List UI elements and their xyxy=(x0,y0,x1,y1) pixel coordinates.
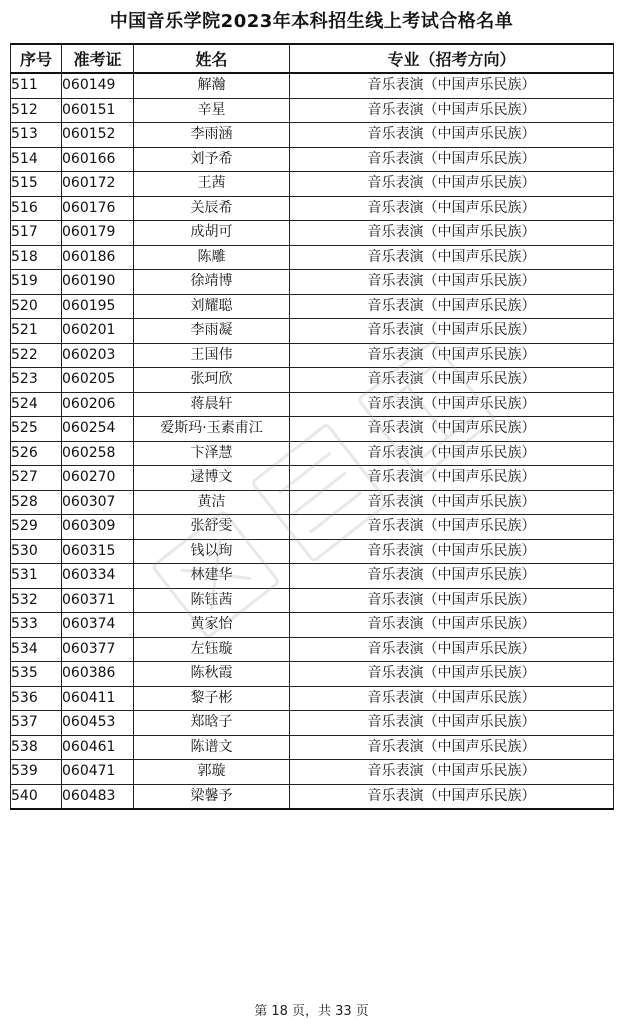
cell-major: 音乐表演（中国声乐民族） xyxy=(290,196,614,221)
table-body xyxy=(11,73,614,809)
table-row xyxy=(11,466,614,491)
cell-major: 音乐表演（中国声乐民族） xyxy=(290,221,614,246)
cell-major: 音乐表演（中国声乐民族） xyxy=(290,539,614,564)
cell-name: 解瀚 xyxy=(134,73,290,98)
cell-major: 音乐表演（中国声乐民族） xyxy=(290,735,614,760)
cell-exam-no: 060386 xyxy=(62,662,134,687)
page-footer: 第 18 页，共 33 页 xyxy=(254,1004,369,1019)
table-row xyxy=(11,613,614,638)
cell-exam-no: 060203 xyxy=(62,343,134,368)
table-row xyxy=(11,392,614,417)
cell-seq: 511 xyxy=(11,73,62,98)
cell-major: 音乐表演（中国声乐民族） xyxy=(290,662,614,687)
table-row xyxy=(11,123,614,148)
table-row xyxy=(11,172,614,197)
table-row xyxy=(11,270,614,295)
cell-major: 音乐表演（中国声乐民族） xyxy=(290,319,614,344)
cell-exam-no: 060483 xyxy=(62,784,134,809)
table-row xyxy=(11,221,614,246)
header-name: 姓名 xyxy=(134,44,290,73)
cell-major: 音乐表演（中国声乐民族） xyxy=(290,73,614,98)
cell-major: 音乐表演（中国声乐民族） xyxy=(290,637,614,662)
cell-seq: 514 xyxy=(11,147,62,172)
table-row xyxy=(11,760,614,785)
cell-name: 刘耀聪 xyxy=(134,294,290,319)
cell-seq: 530 xyxy=(11,539,62,564)
cell-seq: 534 xyxy=(11,637,62,662)
cell-exam-no: 060371 xyxy=(62,588,134,613)
cell-seq: 512 xyxy=(11,98,62,123)
cell-seq: 522 xyxy=(11,343,62,368)
cell-major: 音乐表演（中国声乐民族） xyxy=(290,294,614,319)
cell-name: 陈谱文 xyxy=(134,735,290,760)
cell-exam-no: 060374 xyxy=(62,613,134,638)
cell-seq: 521 xyxy=(11,319,62,344)
cell-exam-no: 060186 xyxy=(62,245,134,270)
table-row xyxy=(11,784,614,809)
cell-seq: 528 xyxy=(11,490,62,515)
cell-exam-no: 060258 xyxy=(62,441,134,466)
cell-exam-no: 060205 xyxy=(62,368,134,393)
cell-seq: 540 xyxy=(11,784,62,809)
table-row xyxy=(11,441,614,466)
table-row xyxy=(11,735,614,760)
cell-seq: 538 xyxy=(11,735,62,760)
cell-major: 音乐表演（中国声乐民族） xyxy=(290,686,614,711)
cell-name: 逯博文 xyxy=(134,466,290,491)
cell-seq: 531 xyxy=(11,564,62,589)
table-row xyxy=(11,588,614,613)
table-row xyxy=(11,686,614,711)
cell-seq: 524 xyxy=(11,392,62,417)
cell-exam-no: 060334 xyxy=(62,564,134,589)
cell-major: 音乐表演（中国声乐民族） xyxy=(290,588,614,613)
table-row xyxy=(11,711,614,736)
cell-major: 音乐表演（中国声乐民族） xyxy=(290,392,614,417)
cell-seq: 518 xyxy=(11,245,62,270)
cell-exam-no: 060151 xyxy=(62,98,134,123)
cell-seq: 537 xyxy=(11,711,62,736)
table-row xyxy=(11,245,614,270)
cell-name: 辛星 xyxy=(134,98,290,123)
cell-seq: 519 xyxy=(11,270,62,295)
cell-name: 王国伟 xyxy=(134,343,290,368)
cell-seq: 516 xyxy=(11,196,62,221)
cell-major: 音乐表演（中国声乐民族） xyxy=(290,490,614,515)
cell-exam-no: 060453 xyxy=(62,711,134,736)
cell-name: 左钰璇 xyxy=(134,637,290,662)
table-row xyxy=(11,294,614,319)
cell-major: 音乐表演（中国声乐民族） xyxy=(290,245,614,270)
cell-exam-no: 060461 xyxy=(62,735,134,760)
cell-exam-no: 060172 xyxy=(62,172,134,197)
cell-name: 爱斯玛·玉素甫江 xyxy=(134,417,290,442)
table-row xyxy=(11,662,614,687)
cell-name: 卞泽慧 xyxy=(134,441,290,466)
cell-name: 黄洁 xyxy=(134,490,290,515)
cell-name: 徐靖博 xyxy=(134,270,290,295)
header-seq: 序号 xyxy=(11,44,62,73)
cell-exam-no: 060309 xyxy=(62,515,134,540)
table-row xyxy=(11,564,614,589)
admission-results-table xyxy=(10,43,614,810)
cell-major: 音乐表演（中国声乐民族） xyxy=(290,417,614,442)
cell-major: 音乐表演（中国声乐民族） xyxy=(290,368,614,393)
cell-exam-no: 060166 xyxy=(62,147,134,172)
cell-name: 刘予希 xyxy=(134,147,290,172)
cell-major: 音乐表演（中国声乐民族） xyxy=(290,564,614,589)
cell-exam-no: 060179 xyxy=(62,221,134,246)
cell-name: 李雨涵 xyxy=(134,123,290,148)
cell-exam-no: 060152 xyxy=(62,123,134,148)
table-row xyxy=(11,73,614,98)
cell-seq: 515 xyxy=(11,172,62,197)
cell-exam-no: 060206 xyxy=(62,392,134,417)
cell-seq: 532 xyxy=(11,588,62,613)
cell-exam-no: 060377 xyxy=(62,637,134,662)
cell-exam-no: 060149 xyxy=(62,73,134,98)
cell-name: 黎子彬 xyxy=(134,686,290,711)
cell-major: 音乐表演（中国声乐民族） xyxy=(290,760,614,785)
table-row xyxy=(11,147,614,172)
cell-exam-no: 060307 xyxy=(62,490,134,515)
cell-seq: 513 xyxy=(11,123,62,148)
cell-name: 李雨凝 xyxy=(134,319,290,344)
cell-major: 音乐表演（中国声乐民族） xyxy=(290,123,614,148)
cell-major: 音乐表演（中国声乐民族） xyxy=(290,441,614,466)
cell-major: 音乐表演（中国声乐民族） xyxy=(290,466,614,491)
cell-seq: 535 xyxy=(11,662,62,687)
table-row xyxy=(11,319,614,344)
table-row xyxy=(11,539,614,564)
cell-name: 郭璇 xyxy=(134,760,290,785)
table-row xyxy=(11,196,614,221)
table-row xyxy=(11,417,614,442)
table-row xyxy=(11,98,614,123)
header-exam-no: 准考证 xyxy=(62,44,134,73)
cell-major: 音乐表演（中国声乐民族） xyxy=(290,343,614,368)
cell-major: 音乐表演（中国声乐民族） xyxy=(290,147,614,172)
cell-major: 音乐表演（中国声乐民族） xyxy=(290,784,614,809)
cell-exam-no: 060254 xyxy=(62,417,134,442)
cell-name: 关辰希 xyxy=(134,196,290,221)
cell-seq: 533 xyxy=(11,613,62,638)
cell-name: 王茜 xyxy=(134,172,290,197)
cell-major: 音乐表演（中国声乐民族） xyxy=(290,98,614,123)
cell-name: 钱以珣 xyxy=(134,539,290,564)
cell-exam-no: 060270 xyxy=(62,466,134,491)
cell-seq: 527 xyxy=(11,466,62,491)
cell-name: 梁馨予 xyxy=(134,784,290,809)
cell-seq: 525 xyxy=(11,417,62,442)
cell-major: 音乐表演（中国声乐民族） xyxy=(290,711,614,736)
cell-seq: 523 xyxy=(11,368,62,393)
cell-exam-no: 060411 xyxy=(62,686,134,711)
cell-exam-no: 060471 xyxy=(62,760,134,785)
cell-name: 蒋晨轩 xyxy=(134,392,290,417)
cell-name: 黄家怡 xyxy=(134,613,290,638)
cell-name: 林建华 xyxy=(134,564,290,589)
cell-major: 音乐表演（中国声乐民族） xyxy=(290,613,614,638)
cell-exam-no: 060201 xyxy=(62,319,134,344)
cell-exam-no: 060176 xyxy=(62,196,134,221)
cell-name: 成胡可 xyxy=(134,221,290,246)
cell-exam-no: 060315 xyxy=(62,539,134,564)
cell-seq: 536 xyxy=(11,686,62,711)
cell-seq: 517 xyxy=(11,221,62,246)
cell-name: 张舒雯 xyxy=(134,515,290,540)
document-title: 中国音乐学院2023年本科招生线上考试合格名单 xyxy=(109,11,514,32)
cell-exam-no: 060190 xyxy=(62,270,134,295)
cell-seq: 539 xyxy=(11,760,62,785)
table-row xyxy=(11,368,614,393)
table-row xyxy=(11,637,614,662)
cell-seq: 529 xyxy=(11,515,62,540)
cell-major: 音乐表演（中国声乐民族） xyxy=(290,515,614,540)
cell-name: 陈秋霞 xyxy=(134,662,290,687)
cell-major: 音乐表演（中国声乐民族） xyxy=(290,172,614,197)
cell-name: 陈钰茜 xyxy=(134,588,290,613)
table-row xyxy=(11,343,614,368)
table-row xyxy=(11,490,614,515)
cell-name: 张珂欣 xyxy=(134,368,290,393)
cell-name: 郑晗子 xyxy=(134,711,290,736)
table-row xyxy=(11,515,614,540)
cell-seq: 520 xyxy=(11,294,62,319)
cell-exam-no: 060195 xyxy=(62,294,134,319)
cell-seq: 526 xyxy=(11,441,62,466)
header-major: 专业（招考方向） xyxy=(290,44,614,73)
cell-major: 音乐表演（中国声乐民族） xyxy=(290,270,614,295)
cell-name: 陈雕 xyxy=(134,245,290,270)
table-header-row xyxy=(11,44,614,73)
